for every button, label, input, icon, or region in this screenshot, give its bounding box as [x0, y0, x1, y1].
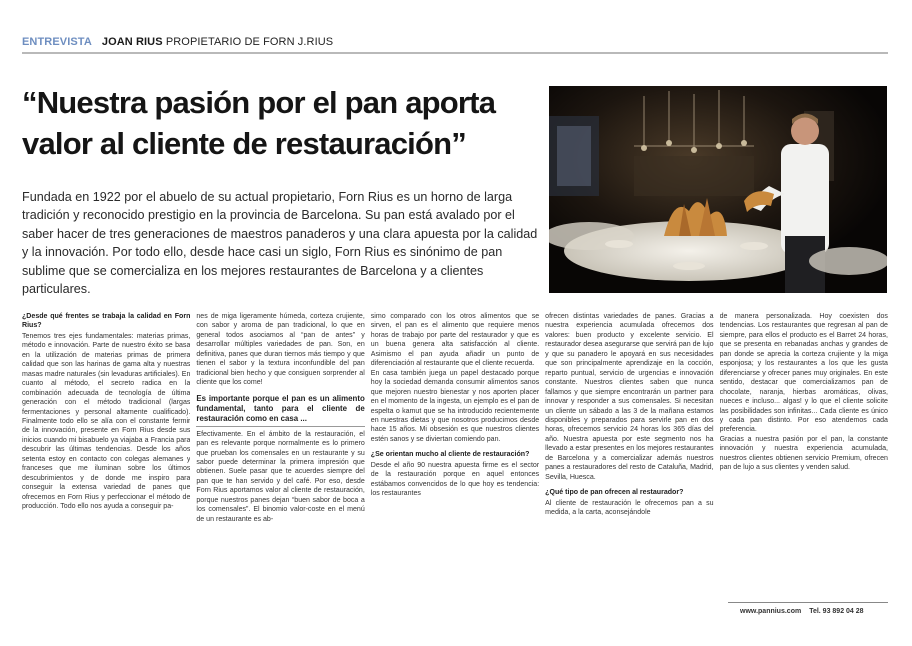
website-link[interactable]: www.pannius.com: [740, 608, 802, 615]
answer-paragraph: Gracias a nuestra pasión por el pan, la constante innovación y nuestra experiencia acumulada, nuestros clientes obtienen servicio Premium, ofrecen pan de lujo a sus clientes y venden salud.: [719, 435, 888, 472]
question: ¿Desde qué frentes se trabaja la calidad en Forn Rius?: [22, 313, 191, 330]
headline: “Nuestra pasión por el pan aporta valor al cliente de restauración”: [22, 85, 496, 161]
interviewee-role: PROPIETARIO DE FORN J.RIUS: [165, 36, 334, 48]
phone-number: Tel. 93 892 04 28: [809, 608, 864, 615]
article-body: [22, 312, 888, 626]
contact-footer: [740, 608, 872, 615]
answer-paragraph: Desde el año 90 nuestra apuesta firme es el sector de la restauración porque en aquel entonces estábamos convencidos de lo que hoy es tendencia: los restaurantes: [370, 461, 540, 498]
question: ¿Se orientan mucho al cliente de restauración?: [370, 451, 530, 459]
answer-paragraph: ofrecen distintas variedades de panes. Gracias a nuestra experiencia acumulada ofrecemos dos valores: buen producto y excelente servicio. El restaurador desea asegurarse que servirá pan de lujo y que su panadero le apoyará en sus necesidades que son principalmente aprendizaje en la cocción, reparto puntual, servicio de urgencias e innovación constante. Nuestros clientes saben que nunca fallamos y que siempre encontrarán un partner para innovar y responder a sus comensales. Si necesitan un cliente un sábado a las 3 de la mañana estamos disponibles y preparados para servirle pan en dos horas, ofrecemos servicio 24 horas los 365 días del año. Nuestra apuesta por este segmento nos ha llevado a estar presentes en los mejores restaurantes de Barcelona y a comercializar además nuestros panes a restauradores del resto de Cataluña, Madrid, Sevilla, Huesca.: [545, 313, 714, 481]
answer-paragraph: En casa también juega un papel destacado porque hoy la sociedad demanda consumir alimentos sanos que mejoren nuestro bienestar y nos aporten placer en el momento de la ingesta, un ejemplo es el pan de espelta o kamut que se ha introducido recientemente en nuestras dietas y que nosotros producimos desde hace 15 años. Mi obsesión es que nuestros clientes estén sanos y se diviertan comiendo pan.: [370, 369, 540, 443]
answer-paragraph: de manera personalizada. Hoy coexisten dos tendencias. Los restaurantes que regresan al pan de siempre, para ellos el producto es el Barret 24 horas, que se presenta en rebanadas anchas y grandes de pan donde se aprecia la corteza crujiente y la miga esponjosa; y los restaurantes a los que les gusta diferenciarse y ofrecer panes muy originales. En este sentido, destacar que comercializamos pan de chocolate, naranja, hierbas aromáticas, olivas, nueces e incluso... algas! y lo que el cliente solicite las posibilidades son infinitas... Cada cliente es único y cada pan distinto. Por eso atendemos cada preferencia.: [719, 313, 888, 434]
restaurant-photo: [549, 86, 887, 293]
footer-rule: [728, 602, 888, 603]
column-4: [545, 312, 713, 626]
answer-paragraph: Efectivamente. En el ámbito de la restauración, el pan es relevante porque normalmente es lo primero que prueban los comensales en un restaurante y su sabor puede determinar la primera impresión que obtienen. Suele pasar que te acuerdes siempre del pan que te han servido y del café. Por eso, desde Forn Rius aportamos valor al cliente de restauración, porque nuestros panes dejan “buen sabor de boca a los comensales”. El binomio valor-coste en el menú de un restaurante es ab-: [196, 430, 365, 523]
column-2: [196, 312, 364, 626]
column-3: [371, 312, 539, 626]
question: ¿Qué tipo de pan ofrecen al restaurador?: [545, 489, 684, 497]
header-rule: [22, 52, 888, 54]
column-5: [720, 312, 888, 626]
article-header: [22, 36, 333, 48]
answer-paragraph: nes de miga ligeramente húmeda, corteza crujiente, con sabor y aroma de pan tradicional, lo que en general todos asociamos al “pan de antes” y desarrollar múltiples variedades de pan. Son, en definitiva, panes que duran tiernos más tiempo y que tienen el sabor y la textura inconfundible del pan tradicional bien hecho y que consiguen sorprender al cliente que los come!: [196, 313, 365, 387]
section-label: ENTREVISTA: [22, 36, 92, 48]
answer-paragraph: simo comparado con los otros alimentos que se sirven, el pan es el alimento que requiere menos horas de trabajo por parte del restaurador y que es un buena genera alta satisfacción al cliente. Asimismo el pan ayuda añadir un punto de diferenciación al restaurante que el cliente recuerda.: [370, 313, 540, 368]
question: Es importante porque el pan es un alimento fundamental, tanto para el cliente de restauración como en casa ...: [196, 394, 364, 427]
column-1: [22, 312, 190, 626]
answer-paragraph: Tenemos tres ejes fundamentales: materias primas, método e innovación. Parte de nuestro éxito se basa en la utilización de materias primas de primera calidad que son las harinas de gama alta y nuestras masas madre naturales (sin levaduras artificiales). En cuanto al método, el secreto radica en la combinación adecuada de tecnología de última generación con el método tradicional (largas fermentaciones y personal altamente cualificado). Finalmente todo ello se alía con el constante fermir de la innovación, presente en Forn Rius desde sus inicios cuando mi bisabuelo ya viajaba a Francia para descubrir las últimas tendencias. Desde los años setenta estoy en contacto con colegas alemanes y franceses que me iluminan sobre los últimos descubrimientos y de donde me inspiro para conseguir la extensa variedad de panes que ofrecemos en Forn Rius y perfeccionar el método de producción. Todo ello nos ayuda a conseguir pa-: [22, 332, 191, 511]
interviewee-name: JOAN RIUS: [101, 36, 163, 48]
intro-paragraph: Fundada en 1922 por el abuelo de su actual propietario, Forn Rius es un horno de larga tradición y reconocido prestigio en la provincia de Barcelona. Su pan está avalado por el saber hacer de tres generaciones de maestros panaderos y una clara apuesta por la calidad y la innovación. Por todo ello, desde hace casi un siglo, Forn Rius es sinónimo de pan sublime que se comercializa en los mejores restaurantes de Barcelona y a clientes particulares.: [22, 190, 538, 297]
answer-paragraph: Al cliente de restauración le ofrecemos pan a su medida, a la carta, aconsejándole: [545, 499, 714, 517]
